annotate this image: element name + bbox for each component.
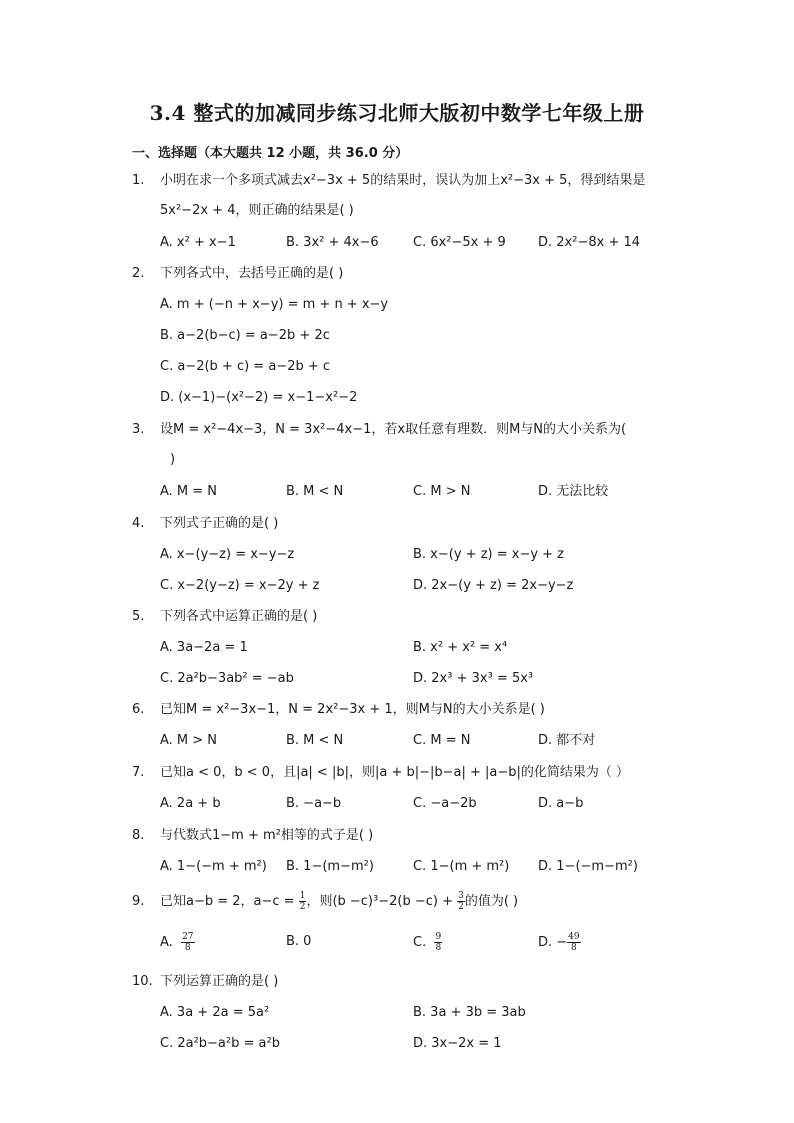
- fraction-numerator: 27: [182, 932, 194, 942]
- option-d[interactable]: D. 2x−(y + z) = 2x−y−z: [413, 578, 574, 593]
- question-number: 7.: [132, 765, 145, 780]
- option-prefix: D. −: [538, 935, 568, 950]
- option-d[interactable]: D. 2x²−8x + 14: [538, 235, 641, 250]
- question-number: 6.: [132, 702, 145, 717]
- options-row: [132, 669, 672, 689]
- option-d[interactable]: D. (x−1)−(x²−2) = x−1−x²−2: [160, 390, 358, 405]
- option-b[interactable]: B. x² + x² = x⁴: [413, 640, 508, 655]
- options-row: [132, 326, 672, 346]
- fraction-denominator: 8: [571, 943, 577, 953]
- question-text: 下列运算正确的是( ): [160, 974, 279, 989]
- option-c[interactable]: C. M > N: [413, 484, 471, 499]
- question-6: [132, 700, 672, 751]
- fraction-denominator: 8: [435, 943, 442, 953]
- question-number: 8.: [132, 828, 145, 843]
- option-b[interactable]: B. a−2(b−c) = a−2b + 2c: [160, 328, 330, 343]
- option-d[interactable]: D. 无法比较: [538, 484, 609, 499]
- option-a[interactable]: A. x² + x−1: [160, 235, 236, 250]
- option-c[interactable]: C. 2a²b−a²b = a²b: [160, 1036, 280, 1051]
- question-text: 下列各式中运算正确的是( ): [160, 609, 318, 624]
- question-number: 5.: [132, 609, 145, 624]
- option-d[interactable]: [538, 932, 581, 953]
- question-8: [132, 826, 672, 877]
- question-number: 1.: [132, 173, 145, 188]
- option-b[interactable]: B. 1−(m−m²): [286, 859, 374, 874]
- options-row: [132, 295, 672, 315]
- fraction-numerator: 9: [435, 932, 442, 942]
- option-c[interactable]: C. 6x²−5x + 9: [413, 235, 506, 250]
- question-text-continued: ): [170, 452, 176, 467]
- fraction-denominator: 2: [458, 902, 464, 912]
- option-c[interactable]: [413, 932, 442, 953]
- question-text: 设M = x²−4x−3，N = 3x²−4x−1，若x取任意有理数．则M与N的大小关系为(: [160, 422, 627, 437]
- option-d[interactable]: D. a−b: [538, 796, 584, 811]
- option-d[interactable]: D. 1−(−m−m²): [538, 859, 638, 874]
- question-2: [132, 264, 672, 408]
- options-row: [132, 1034, 672, 1054]
- question-1: [132, 171, 672, 253]
- question-text-continued: 5x²−2x + 4，则正确的结果是( ): [160, 203, 354, 218]
- options-row: [132, 1003, 672, 1023]
- question-3: [132, 420, 672, 502]
- option-c[interactable]: C. a−2(b + c) = a−2b + c: [160, 359, 331, 374]
- options-row: [132, 482, 672, 502]
- option-a[interactable]: A. M > N: [160, 733, 218, 748]
- question-text-part: 的值为( ): [464, 894, 519, 909]
- fraction-denominator: 8: [184, 943, 191, 953]
- fraction: [434, 932, 442, 953]
- option-c[interactable]: C. 1−(m + m²): [413, 859, 510, 874]
- question-number: 3.: [132, 422, 145, 437]
- fraction: [567, 932, 580, 953]
- option-b[interactable]: B. −a−b: [286, 796, 342, 811]
- question-number: 2.: [132, 266, 145, 281]
- question-number: 9.: [132, 894, 145, 909]
- question-4: [132, 514, 672, 596]
- question-10: [132, 972, 672, 1054]
- option-b[interactable]: B. M < N: [286, 484, 344, 499]
- options-row: [132, 233, 672, 253]
- option-d[interactable]: D. 都不对: [538, 733, 596, 748]
- option-c[interactable]: C. x−2(y−z) = x−2y + z: [160, 578, 320, 593]
- options-row: [132, 638, 672, 658]
- options-row: [132, 388, 672, 408]
- section-heading: 一、选择题（本大题共 12 小题，共 36.0 分）: [132, 146, 409, 161]
- question-text: 已知a < 0，b < 0，且|a| < |b|，则|a + b|−|b−a| + |a−b|的化简结果为（ ）: [160, 765, 630, 780]
- question-7: [132, 763, 672, 814]
- option-b[interactable]: B. 3a + 3b = 3ab: [413, 1005, 526, 1020]
- option-b[interactable]: B. x−(y + z) = x−y + z: [413, 547, 565, 562]
- option-b[interactable]: B. 0: [286, 934, 312, 949]
- options-row: [132, 857, 672, 877]
- fraction: [457, 891, 465, 912]
- options-row: [132, 932, 672, 956]
- fraction-numerator: 49: [568, 932, 580, 942]
- question-number: 4.: [132, 516, 145, 531]
- option-c[interactable]: C. −a−2b: [413, 796, 477, 811]
- question-text: 下列各式中，去括号正确的是( ): [160, 266, 344, 281]
- option-a[interactable]: A. 3a−2a = 1: [160, 640, 248, 655]
- question-text: 与代数式1−m + m²相等的式子是( ): [160, 828, 374, 843]
- option-c[interactable]: C. 2a²b−3ab² = −ab: [160, 671, 294, 686]
- fraction-numerator: 3: [458, 891, 464, 901]
- option-a[interactable]: A. 2a + b: [160, 796, 221, 811]
- options-row: [132, 357, 672, 377]
- option-a[interactable]: A. M = N: [160, 484, 218, 499]
- option-a[interactable]: A. 1−(−m + m²): [160, 859, 267, 874]
- option-d[interactable]: D. 3x−2x = 1: [413, 1036, 502, 1051]
- option-d[interactable]: D. 2x³ + 3x³ = 5x³: [413, 671, 534, 686]
- option-a[interactable]: A. m + (−n + x−y) = m + n + x−y: [160, 297, 389, 312]
- fraction-numerator: 1: [299, 891, 306, 901]
- question-text: 已知M = x²−3x−1，N = 2x²−3x + 1，则M与N的大小关系是( ): [160, 702, 545, 717]
- option-a[interactable]: A. 3a + 2a = 5a²: [160, 1005, 270, 1020]
- option-b[interactable]: B. 3x² + 4x−6: [286, 235, 379, 250]
- fraction: [181, 932, 194, 953]
- question-text-part: 已知a−b = 2，a−c =: [160, 894, 299, 909]
- option-a[interactable]: A. x−(y−z) = x−y−z: [160, 547, 295, 562]
- options-row: [132, 794, 672, 814]
- option-c[interactable]: C. M = N: [413, 733, 471, 748]
- options-row: [132, 576, 672, 596]
- options-row: [132, 731, 672, 751]
- question-5: [132, 607, 672, 689]
- question-text-part: ，则(b −c)³−2(b −c) +: [306, 894, 458, 909]
- question-text: [160, 891, 672, 912]
- question-text: 小明在求一个多项式减去x²−3x + 5的结果时，误认为加上x²−3x + 5，得到结果是: [160, 173, 646, 188]
- document-title: 3.4 整式的加减同步练习北师大版初中数学七年级上册: [149, 101, 645, 125]
- options-row: [132, 545, 672, 565]
- question-text: 下列式子正确的是( ): [160, 516, 279, 531]
- option-prefix: C.: [413, 935, 427, 950]
- option-prefix: A.: [160, 935, 173, 950]
- fraction-denominator: 2: [299, 902, 306, 912]
- option-a[interactable]: [160, 932, 195, 953]
- question-number: 10.: [132, 974, 153, 989]
- option-b[interactable]: B. M < N: [286, 733, 344, 748]
- question-9: [132, 891, 672, 956]
